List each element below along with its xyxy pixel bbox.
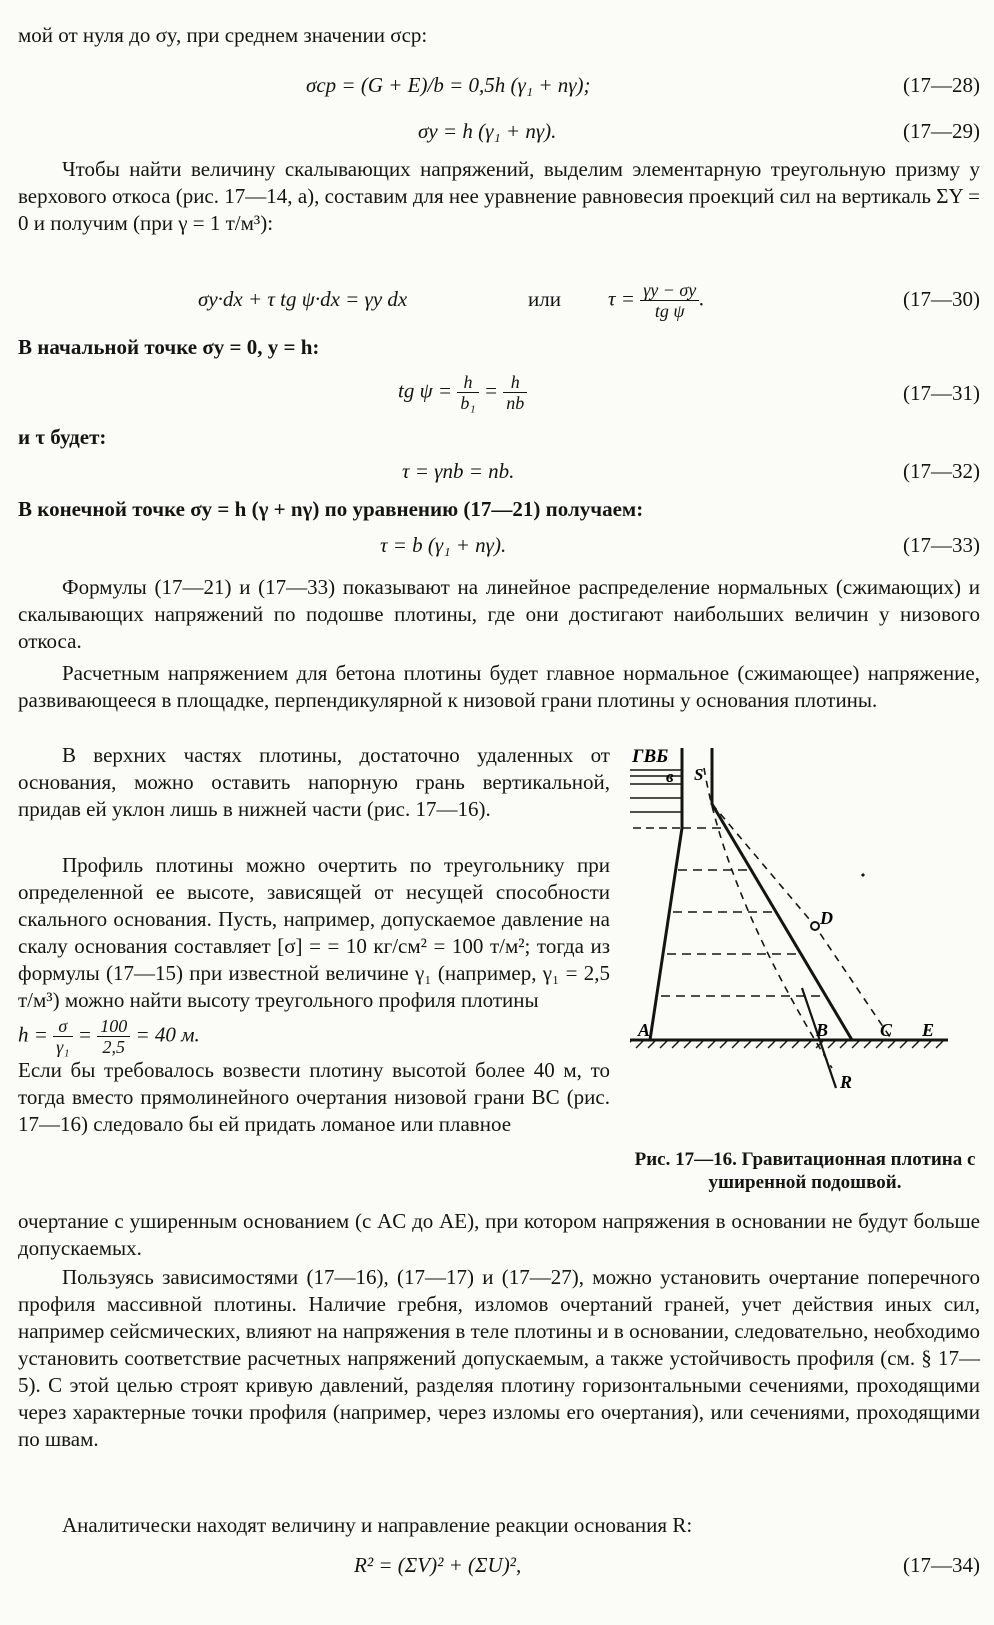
equation-17-33: τ = b (γ₁ + nγ). (17—33) bbox=[380, 533, 980, 557]
label-b: в bbox=[666, 767, 674, 786]
paragraph-shear: Чтобы найти величину скалывающих напряжений, выделим элементарную треугольную призму у верхового откоса (рис. 17—14, а), составим для нее уравнение равновесия проекций сил на вертикаль ΣY = 0 и получим (при γ = 1 т/м³): bbox=[18, 157, 980, 235]
fraction-17-30: $\frac{\gamma y - \sigma y}{\text{tg ψ}}$ bbox=[640, 280, 699, 321]
label-r: R bbox=[840, 1072, 853, 1092]
paragraph-using: Пользуясь зависимостями (17—16), (17—17) и (17—27), можно установить очертание поперечного профиля массивной плотины. Наличие гребня, изломов очертаний граней, учет действия иных сил, например сейсмических, влияют на напряжения в теле плотины и в основании, следовательно, необходимо установить соответствие расчетных напряжений допускаемым, а также устойчивость профиля (см. § 17—5). С этой целью строят кривую давлений, разделяя плотину горизонтальными сечениями, проходящими через характерные точки профиля (например, через изломы его очертания), или сечениями, проходящими по швам. bbox=[18, 1265, 980, 1451]
label-d: D bbox=[820, 908, 833, 928]
paragraph-profile: Профиль плотины можно очертить по треугольнику при определенной ее высоте, зависящей от несущей способности скального основания. Пусть, например, допускаемое давление на скалу основания составляет [σ] = = 10 кг/см² = 100 т/м²; тогда из формулы (17—15) при известной величине γ₁ (например, γ₁ = 2,5 т/м³) можно найти высоту треугольного профиля плотины h = $\frac{\sigma}{\text{γ₁}}$ = $\frac{100}{2,5}$ = 40 м. Если бы требовалось возвести плотину высотой более 40 м, то тогда вместо прямолинейного очертания низовой грани BC (рис. 17—16) следовало бы ей придать ломаное или плавное bbox=[18, 853, 610, 1136]
label-bb: B bbox=[816, 1020, 829, 1040]
point-d bbox=[811, 922, 819, 930]
horizontal-sections bbox=[661, 828, 825, 996]
label-a: A bbox=[638, 1020, 651, 1040]
line-final-point: В конечной точке σy = h (γ + nγ) по уравнению (17—21) получаем: bbox=[18, 497, 644, 521]
paragraph-profile-cont: очертание с уширенным основанием (с AC до AE), при котором напряжения в основании не будут больше допускаемых. bbox=[18, 1209, 980, 1260]
equation-17-31: tg ψ = $\frac{h}{\text{b₁}}$ = $\frac{h}{nb}$ (17—31) bbox=[398, 372, 980, 413]
label-gvb: ГВБ bbox=[632, 748, 669, 767]
water-lines bbox=[630, 770, 682, 828]
label-e: E bbox=[922, 1020, 935, 1040]
equation-17-29: σy = h (γ₁ + nγ). (17—29) bbox=[418, 119, 980, 143]
equation-17-30: σy·dx + τ tg ψ·dx = γy dx или τ = $\frac{\gamma y - \sigma y}{\text{tg ψ}}$ . (17—30) bbox=[198, 280, 980, 321]
line-tau: и τ будет: bbox=[18, 425, 107, 449]
stray-mark bbox=[862, 874, 864, 876]
paragraph-formulas: Формулы (17—21) и (17—33) показывают на линейное распределение нормальных (сжимающих) и скалывающих напряжений по подошве плотины, где они достигают наибольших величин у низового откоса. bbox=[18, 575, 980, 653]
text-top-line: мой от нуля до σy, при среднем значении σср: bbox=[18, 23, 428, 47]
paragraph-analytic: Аналитически находят величину и направление реакции основания R: bbox=[62, 1513, 693, 1537]
figure-caption: Рис. 17—16. Гравитационная плотина с уширенной подошвой. bbox=[634, 1149, 976, 1193]
equation-17-28: σср = (G + E)/b = 0,5h (γ₁ + nγ); (17—28) bbox=[306, 73, 980, 97]
line-initial-point: В начальной точке σy = 0, y = h: bbox=[18, 335, 320, 359]
equation-17-34: R² = (ΣV)² + (ΣU)², (17—34) bbox=[354, 1553, 980, 1577]
widened-face bbox=[712, 804, 892, 1040]
label-c: C bbox=[880, 1020, 893, 1040]
dam-figure bbox=[630, 748, 980, 1148]
label-s: S bbox=[694, 765, 704, 784]
equation-17-32: τ = γnb = nb. (17—32) bbox=[402, 459, 980, 483]
paragraph-upper-parts: В верхних частях плотины, достаточно удаленных от основания, можно оставить напорную грань вертикальной, придав ей уклон лишь в нижней части (рис. 17—16). bbox=[18, 743, 610, 821]
profile-height-formula: h = $\frac{\sigma}{\text{γ₁}}$ = $\frac{100}{2,5}$ = 40 м. bbox=[18, 1016, 200, 1057]
paragraph-design-stress: Расчетным напряжением для бетона плотины будет главное нормальное (сжимающее) напряжение, развивающееся в площадке, перпендикулярной к низовой грани плотины у основания плотины. bbox=[18, 661, 980, 712]
